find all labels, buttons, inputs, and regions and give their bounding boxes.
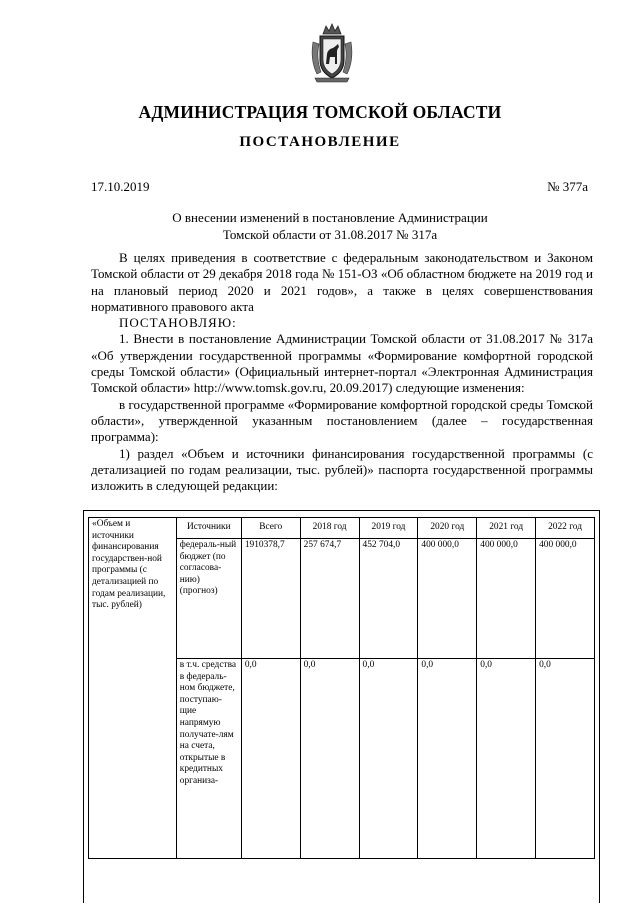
- organization-title: АДМИНИСТРАЦИЯ ТОМСКОЙ ОБЛАСТИ: [138, 102, 502, 122]
- document-subject: [140, 209, 520, 243]
- document-type-heading: ПОСТАНОВЛЕНИЕ: [239, 134, 401, 150]
- paragraph-program: в государственной программе «Формирование комфортной городской среды Томской области», утвержденной указанным постановлением (далее – государственная программа):: [91, 396, 593, 445]
- row-direct-total: 0,0: [241, 659, 300, 859]
- budget-table: [88, 517, 595, 859]
- row-federal-source: федераль-ный бюджет (по согласова-нию) (прогноз): [176, 539, 241, 659]
- row-federal-total: 1910378,7: [241, 539, 300, 659]
- row-federal-2018: 257 674,7: [300, 539, 359, 659]
- header-2020: 2020 год: [418, 518, 477, 539]
- paragraph-subitem-1: 1) раздел «Объем и источники финансирования государственной программы (с детализацией по годам реализации, тыс. рублей)» паспорта государственной программы изложить в следующей редакции:: [91, 445, 593, 494]
- subject-line-2: Томской области от 31.08.2017 № 317а: [222, 227, 438, 242]
- paragraph-preamble: В целях приведения в соответствие с федеральным законодательством и Законом Томской области от 29 декабря 2018 года № 151-ОЗ «Об областном бюджете на 2019 год и на плановый период 2020 и 2021 годов», а также в целях совершенствования нормативного правового акта: [91, 250, 593, 314]
- header-2022: 2022 год: [536, 518, 595, 539]
- row-federal-2019: 452 704,0: [359, 539, 418, 659]
- table-header-row: [89, 518, 595, 539]
- subject-line-1: О внесении изменений в постановление Администрации: [172, 210, 488, 225]
- paragraph-item-1: 1. Внести в постановление Администрации Томской области от 31.08.2017 № 317а «Об утверждении государственной программы «Формирование комфортной городской среды Томской области» (Официальный интернет-портал «Электронная Администрация Томской области» http://www.tomsk.gov.ru, 20.09.2017) следующие изменения:: [91, 331, 593, 396]
- document-body: [91, 250, 593, 494]
- row-direct-2018: 0,0: [300, 659, 359, 859]
- row-federal-2022: 400 000,0: [536, 539, 595, 659]
- table-description-cell: «Объем и источники финансирования государствен-ной программы (с детализацией по годам реализации, тыс. рублей): [89, 518, 177, 859]
- row-federal-2020: 400 000,0: [418, 539, 477, 659]
- header-2021: 2021 год: [477, 518, 536, 539]
- decree-word: ПОСТАНОВЛЯЮ:: [119, 315, 237, 331]
- coat-of-arms-emblem: [309, 22, 355, 84]
- document-number: № 377а: [547, 179, 588, 194]
- header-source: Источники: [176, 518, 241, 539]
- row-direct-2020: 0,0: [418, 659, 477, 859]
- document-date: 17.10.2019: [91, 179, 150, 194]
- header-total: Всего: [241, 518, 300, 539]
- header-2019: 2019 год: [359, 518, 418, 539]
- row-federal-2021: 400 000,0: [477, 539, 536, 659]
- row-direct-2021: 0,0: [477, 659, 536, 859]
- row-direct-source: в т.ч. средства в федераль-ном бюджете, поступаю-щие напрямую получате-лям на счета, открытые в кредитных организа-: [176, 659, 241, 859]
- row-direct-2019: 0,0: [359, 659, 418, 859]
- header-2018: 2018 год: [300, 518, 359, 539]
- row-direct-2022: 0,0: [536, 659, 595, 859]
